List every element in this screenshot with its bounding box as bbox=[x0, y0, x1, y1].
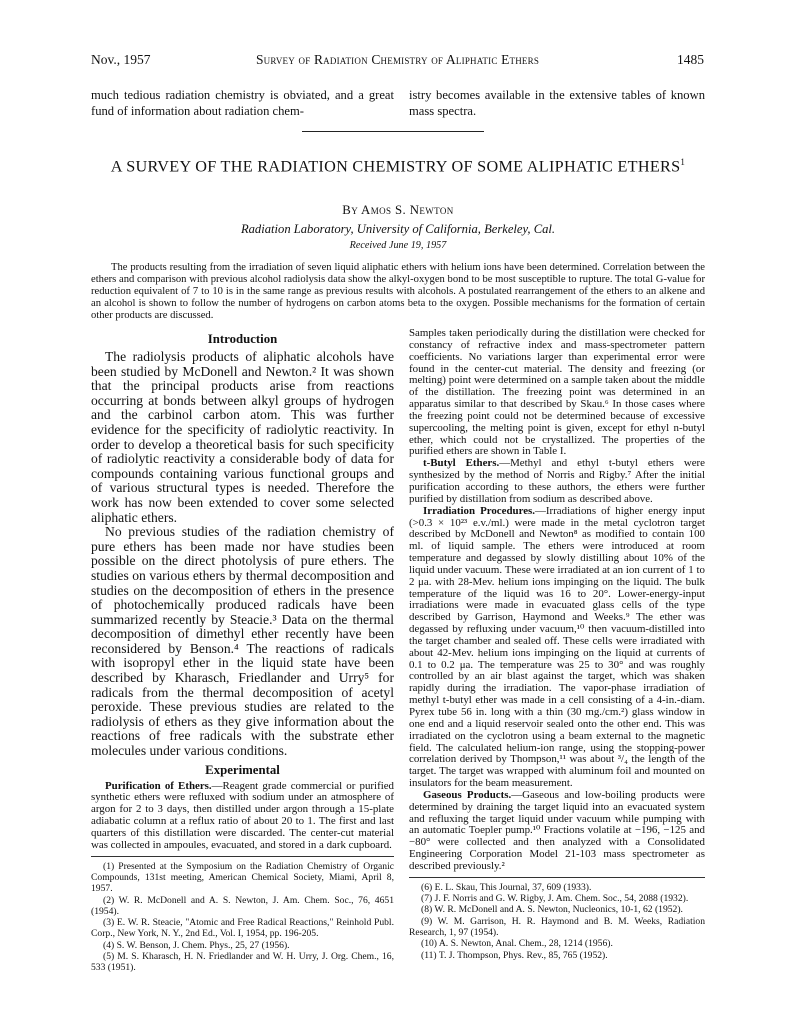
butyl-ethers-paragraph bbox=[409, 458, 705, 505]
butyl-ethers-label: t-Butyl Ethers. bbox=[423, 457, 500, 470]
gaseous-products-text: —Gaseous and low-boiling products were determined by draining the target liquid into an evacuated system and refluxing the target liquid under vacuum while pumping with an automatic Toepler pump.¹⁰ Fractions volatile at −196, −125 and −80° were collected and then analyzed with a Consolidated Engineering Corporation Model 21-103 mass spectrometer as described previously.² bbox=[409, 788, 705, 872]
title-footnote-ref: 1 bbox=[680, 157, 686, 167]
article-title bbox=[91, 152, 705, 177]
continued-text-right: istry becomes available in the extensive tables of known mass spectra. bbox=[409, 88, 705, 118]
footnote-divider-right bbox=[409, 877, 705, 878]
running-head bbox=[91, 52, 704, 72]
experimental-heading: Experimental bbox=[205, 762, 280, 777]
byline-prefix: By bbox=[342, 203, 359, 217]
irradiation-label: Irradiation Procedures. bbox=[423, 504, 536, 517]
samples-paragraph: Samples taken periodically during the distillation were checked for constancy of refractive index and mass-spectrometer pattern coefficients. No variations larger than experimental error were found in the center-cut material. The density and freezing (or melting) point were determined on a sample taken about the middle of the distillation. The freezing point was determined in an apparatus similar to that described by Skau.⁶ In those cases where the freezing point could not be determined because of excessive supercooling, the melting point is given, except for ethyl n-butyl ether, which could not be crystallized. The properties of the purified ethers are shown in Table I. bbox=[409, 327, 705, 458]
article-divider bbox=[302, 131, 484, 132]
affiliation: Radiation Laboratory, University of California, Berkeley, Cal. bbox=[240, 222, 556, 236]
gaseous-products-paragraph bbox=[409, 790, 705, 873]
footnote: (6) E. L. Skau, This Journal, 37, 609 (1933). bbox=[421, 881, 592, 893]
footnote: (10) A. S. Newton, Anal. Chem., 28, 1214 (1956). bbox=[421, 938, 613, 950]
abstract: The products resulting from the irradiation of seven liquid aliphatic ethers with helium ions have been determined. Correlation between the ethers and comparison with previous alcohol radiolysis data show the alkyl-oxygen bond to be most susceptible to rupture. The total G-value for reduction equivalent of 7 to 10 is in the same range as previous results with alcohols. A postulated rearrangement of the ethers to an alkene and an alcohol is shown to follow the number of hydrogens on carbon atoms beta to the oxygen. Possible mechanisms for the formation of certain other products are discussed. bbox=[91, 262, 705, 321]
purification-text: —Reagent grade commercial or purified synthetic ethers were refluxed with sodium under an atmosphere of argon for 2 to 3 days, then distilled under argon through a 15-plate adiabatic column at a reflux ratio of about 20 to 1. The first and last quarters of this distillation were discarded. The center-cut material was collected in ampoules, evacuated, and stored in a dark cupboard. bbox=[91, 779, 394, 851]
footnote: (2) W. R. McDonell and A. S. Newton, J. Am. Chem. Soc., 76, 4651 (1954). bbox=[91, 894, 394, 917]
purification-paragraph bbox=[91, 781, 394, 852]
purification-label: Purification of Ethers. bbox=[105, 779, 212, 792]
footnote: (4) S. W. Benson, J. Chem. Phys., 25, 27 (1956). bbox=[103, 939, 290, 951]
footnote: (5) M. S. Kharasch, H. N. Friedlander and W. H. Urry, J. Org. Chem., 16, 533 (1951). bbox=[91, 951, 394, 974]
intro-paragraph-1: The radiolysis products of aliphatic alcohols have been studied by McDonell and Newton.² It was shown that the principal products arise from reactions occurring at bonds between alkyl groups of hydrogen and the carbinol carbon atom. This was further evidence for the specificity of radiolytic reactivity. In order to develop a theoretical basis for such specificity of radiolytic reactivity a considerable body of data for compounds containing various functional groups and of various structural types is needed. Therefore the work has now been extended to cover some selected aliphatic ethers. bbox=[91, 349, 394, 525]
footnote: (9) W. M. Garrison, H. R. Haymond and B. M. Weeks, Radiation Research, 1, 97 (1954). bbox=[409, 915, 705, 938]
received-date: Received June 19, 1957 bbox=[349, 240, 447, 251]
irradiation-text: —Irradiations of higher energy input (>0.3 × 10²³ e.v./ml.) were made in the metal cyclotron target described by McDonell and Newton⁸ as modified to contain 100 ml. of liquid sample. The ethers were introduced at room temperature and degassed by slowly distilling about 10% of the liquid under vacuum. These were irradiated at an ion current of 1 to 2 μa. with 28-Mev. helium ions impinging on the liquid. The bulk temperature of the liquid was 16 to 20°. Lower-energy-input irradiations were made in evacuated glass cells of the type described by Garrison, Haymond and Weeks.⁹ The ether was degassed by refluxing under vacuum,¹⁰ then vacuum-distilled into the target chamber and sealed off. These cells were irradiated with about 42-Mev. helium ions impinging on the liquid at currents of 0.1 to 0.2 μa. The temperature was 25 to 30° and was roughly controlled by an air blast against the target, which was shaken rapidly during the irradiation. The vapor-phase irradiation of methyl t-butyl ether was made in a cell consisting of a 4-in.-diam. Pyrex tube 56 in. long with a thin (30 mg./cm.²) glass window in one end and a liquid reservoir sealed onto the other end. This was irradiated on the cyclotron using a beam external to the magnetic field. The calculated helium-ion range, using the stopping-power correlation derived by Thompson,¹¹ was about ³/₄ the length of the target. The target was wrapped with aluminum foil and mounted on insulators for the beam measurement. bbox=[409, 504, 705, 790]
page-number: 1485 bbox=[677, 52, 704, 67]
footnote: (7) J. F. Norris and G. W. Rigby, J. Am. Chem. Soc., 54, 2088 (1932). bbox=[421, 893, 689, 905]
introduction-heading: Introduction bbox=[207, 332, 278, 346]
author-name: Amos S. Newton bbox=[361, 203, 454, 217]
footnote: (1) Presented at the Symposium on the Radiation Chemistry of Organic Compounds, 131st meeting, American Chemical Society, Miami, April 8, 1957. bbox=[91, 860, 394, 895]
issue-date: Nov., 1957 bbox=[91, 52, 151, 67]
article-title-text: A SURVEY OF THE RADIATION CHEMISTRY OF SOME ALIPHATIC ETHERS bbox=[110, 157, 681, 176]
journal-title: Survey of Radiation Chemistry of Aliphatic Ethers bbox=[255, 52, 540, 67]
butyl-ethers-text: —Methyl and ethyl t-butyl ethers were synthesized by the method of Norris and Rigby.⁷ After the initial purification according to these authors, the ethers were further purified by distillation from sodium as described above. bbox=[409, 457, 705, 505]
footnote-divider-left bbox=[91, 856, 394, 857]
column-right bbox=[409, 328, 705, 961]
footnote: (8) W. R. McDonell and A. S. Newton, Nucleonics, 10-1, 62 (1952). bbox=[421, 904, 683, 916]
intro-paragraph-2: No previous studies of the radiation chemistry of pure ethers has been made nor have studies been possible on the direct photolysis of pure ethers. The studies on various ethers by thermal decomposition and studies on the decomposition of ethers in the presence of photochemically produced radicals have been summarized recently by Steacie.³ Data on the thermal decomposition of dimethyl ether recently have been reconsidered by Benson.⁴ The reactions of radicals with isopropyl ether in the liquid state have been described by Kharasch, Friedlander and Urry⁵ for radicals from the thermal decomposition of acetyl peroxide. These previous studies are related to the radiolysis of ethers as they give information about the reactions of free radicals with the substrate ether molecules under various conditions. bbox=[91, 524, 394, 759]
byline bbox=[91, 203, 705, 218]
irradiation-paragraph bbox=[409, 506, 705, 790]
continued-text-left: much tedious radiation chemistry is obviated, and a great fund of information about radiation chem- bbox=[91, 88, 394, 118]
column-left bbox=[91, 328, 394, 974]
footnote: (3) E. W. R. Steacie, "Atomic and Free Radical Reactions," Reinhold Publ. Corp., New York, N. Y., 2nd Ed., Vol. I, 1954, pp. 196-205. bbox=[91, 917, 394, 940]
gaseous-products-label: Gaseous Products. bbox=[423, 788, 512, 801]
footnote: (11) T. J. Thompson, Phys. Rev., 85, 765 (1952). bbox=[421, 949, 608, 961]
